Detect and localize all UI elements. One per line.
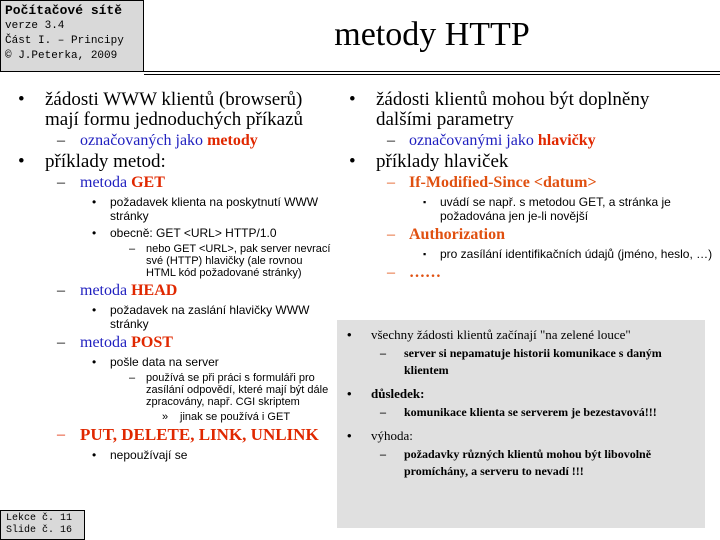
dash: – [380, 405, 386, 419]
title-rule-2 [144, 74, 720, 75]
post-detail-1-sub [0, 372, 335, 408]
title-rule-1 [144, 71, 720, 72]
header-more [335, 264, 720, 282]
method-others [0, 426, 335, 445]
box-item-consequence-sub [337, 404, 705, 421]
method-head [0, 282, 335, 300]
lecture-number: Lekce č. 11 [6, 513, 73, 524]
method-name: HEAD [131, 282, 178, 299]
dash: – [387, 226, 395, 243]
square-bullet: ▪ [423, 197, 427, 207]
highlight-methods: metody [207, 132, 258, 149]
box-item-consequence [337, 385, 705, 402]
dash: – [57, 132, 65, 149]
part-label: Část I. – Principy [5, 35, 124, 47]
detail-text: uvádí se např. s metodou GET, a stránka je požadována jen je-li novější [440, 195, 671, 223]
dash: – [57, 174, 65, 191]
dash: – [387, 132, 395, 149]
course-title: Počítačové sítě [5, 3, 123, 18]
stateless-note-box [337, 320, 705, 528]
detail-text: používá se při práci s formuláři pro zasílání odpovědí, které mají být dále zpracovány, např. CGI skriptem [146, 372, 329, 408]
slide-title: metody HTTP [334, 16, 530, 53]
method-name: PUT, DELETE, LINK, UNLINK [80, 425, 319, 444]
sub-headers-note [335, 132, 720, 150]
detail-text: požadavek na zaslání hlavičky WWW stránky [110, 303, 310, 331]
method-prefix: metoda [80, 334, 132, 351]
detail-text: nebo GET <URL>, pak server nevrací své (HTTP) hlavičky (ale rovnou HTML kód požadované stránky) [146, 243, 331, 279]
box-text: server si nepamatuje historii komunikace s daným klientem [404, 346, 662, 377]
detail-text: požadavek klienta na poskytnutí WWW stránky [110, 195, 319, 223]
bullet-text: žádosti WWW klientů (browserů) [45, 89, 303, 110]
bullet-text: příklady metod: [45, 151, 166, 172]
box-text: výhoda: [371, 428, 413, 443]
method-name: GET [131, 174, 165, 191]
post-detail-1-subsub [0, 411, 335, 423]
get-detail-2-sub [0, 243, 335, 279]
others-detail-1 [0, 448, 335, 462]
box-text: důsledek: [371, 386, 425, 401]
bullet-examples [0, 152, 335, 172]
bullet-dot: • [349, 89, 356, 110]
dash: – [387, 174, 395, 191]
title-bar [144, 0, 720, 72]
detail-text: pošle data na server [110, 355, 219, 369]
bullet-text: mají formu jednoduchých příkazů [45, 109, 304, 130]
header-authorization-detail [335, 247, 720, 261]
bullet-dot: • [18, 151, 25, 172]
bullet-text: žádosti klientů mohou být doplněny [376, 89, 650, 110]
bullet-dot: • [92, 226, 97, 240]
dash: – [129, 243, 136, 255]
version-label: verze 3.4 [5, 20, 65, 32]
course-info-box [0, 0, 144, 72]
box-item-fresh-start-sub [337, 345, 705, 379]
dash: – [57, 282, 65, 299]
sub-methods-note [0, 132, 335, 150]
method-post [0, 334, 335, 352]
bullet-dot: • [349, 151, 356, 172]
dash: – [57, 426, 65, 443]
box-item-fresh-start [337, 326, 705, 343]
chevron-icon: » [162, 411, 169, 423]
header-if-modified-detail [335, 195, 720, 223]
dash: – [387, 264, 395, 281]
bullet-dot: • [92, 448, 97, 462]
post-detail-1 [0, 355, 335, 369]
bullet-dot: • [92, 303, 97, 317]
dash: – [380, 346, 386, 360]
dash: – [380, 447, 386, 461]
bullet-dot: • [18, 89, 25, 110]
header-name: …… [409, 264, 441, 281]
sub-text: označovanými jako [409, 132, 538, 149]
box-text: všechny žádosti klientů začínají "na zelené louce" [371, 327, 631, 342]
method-prefix: metoda [80, 174, 132, 191]
bullet-dot: • [92, 195, 97, 209]
bullet-dot: • [347, 428, 352, 443]
box-text: komunikace klienta se serverem je bezestavová!!! [404, 405, 657, 419]
slide-number: Slide č. 16 [6, 525, 73, 536]
sub-text: označovaných jako [80, 132, 208, 149]
right-column [335, 90, 720, 284]
highlight-headers: hlavičky [537, 132, 596, 149]
header-if-modified [335, 174, 720, 192]
dash: – [57, 334, 65, 351]
header-name: If-Modified-Since <datum> [409, 174, 597, 191]
author-label: © J.Peterka, 2009 [5, 50, 118, 62]
detail-text: nepoužívají se [110, 448, 188, 462]
method-name: POST [131, 334, 173, 351]
method-get [0, 174, 335, 192]
detail-text: obecně: GET <URL> HTTP/1.0 [110, 226, 277, 240]
dash: – [129, 372, 136, 384]
bullet-text: příklady hlaviček [376, 151, 509, 172]
get-detail-2 [0, 226, 335, 240]
get-detail-1 [0, 195, 335, 223]
bullet-dot: • [347, 386, 352, 401]
bullet-header-examples [335, 152, 720, 172]
bullet-dot: • [92, 355, 97, 369]
left-column [0, 90, 335, 465]
bullet-params [335, 90, 720, 130]
header-name: Authorization [409, 226, 505, 243]
box-item-advantage-sub [337, 446, 705, 480]
slide-info-box [0, 510, 85, 540]
detail-text: jinak se používá i GET [180, 411, 291, 423]
bullet-text: dalšími parametry [376, 109, 514, 130]
box-item-advantage [337, 427, 705, 444]
box-text: požadavky různých klientů mohou být libovolně promíchány, a serveru to nevadí !!! [404, 447, 652, 478]
head-detail-1 [0, 303, 335, 331]
bullet-requests [0, 90, 335, 130]
method-prefix: metoda [80, 282, 132, 299]
square-bullet: ▪ [423, 249, 427, 259]
header-authorization [335, 226, 720, 244]
bullet-dot: • [347, 327, 352, 342]
detail-text: pro zasílání identifikačních údajů (jméno, heslo, …) [440, 247, 713, 261]
